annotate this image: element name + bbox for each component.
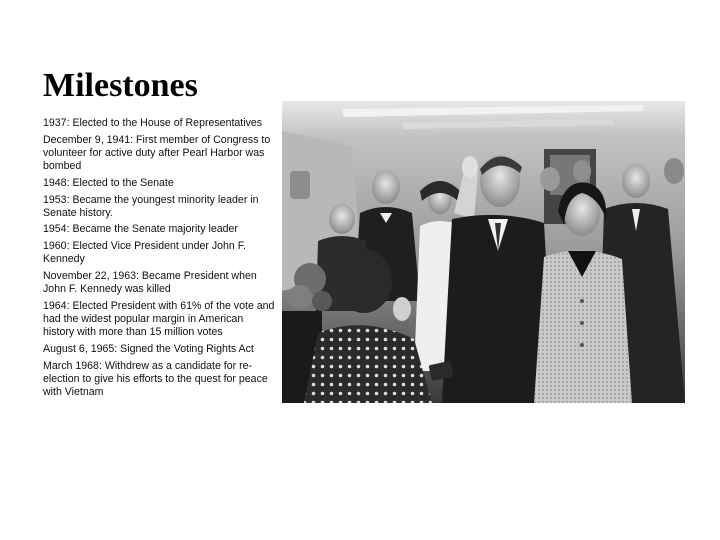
swearing-in-photo [282, 101, 685, 403]
milestone-list [43, 117, 275, 403]
milestone-item: 1948: Elected to the Senate [43, 176, 174, 189]
milestone-item: 1953: Became the youngest minority leader in Senate history. [43, 193, 259, 219]
slide-title: Milestones [43, 67, 198, 104]
milestone-item: March 1968: Withdrew as a candidate for re-election to give his efforts to the quest for peace with Vietnam [43, 359, 268, 398]
milestone-item: 1960: Elected Vice President under John F. Kennedy [43, 240, 246, 266]
milestone-item: December 9, 1941: First member of Congress to volunteer for active duty after Pearl Harbor was bombed [43, 133, 271, 172]
milestone-item: August 6, 1965: Signed the Voting Rights Act [43, 342, 254, 355]
milestone-item: 1964: Elected President with 61% of the vote and had the widest popular margin in American history with more than 15 million votes [43, 299, 275, 339]
milestone-item: 1954: Became the Senate majority leader [43, 223, 238, 236]
milestone-item: November 22, 1963: Became President when John F. Kennedy was killed [43, 270, 257, 296]
milestone-item: 1937: Elected to the House of Representatives [43, 117, 263, 129]
